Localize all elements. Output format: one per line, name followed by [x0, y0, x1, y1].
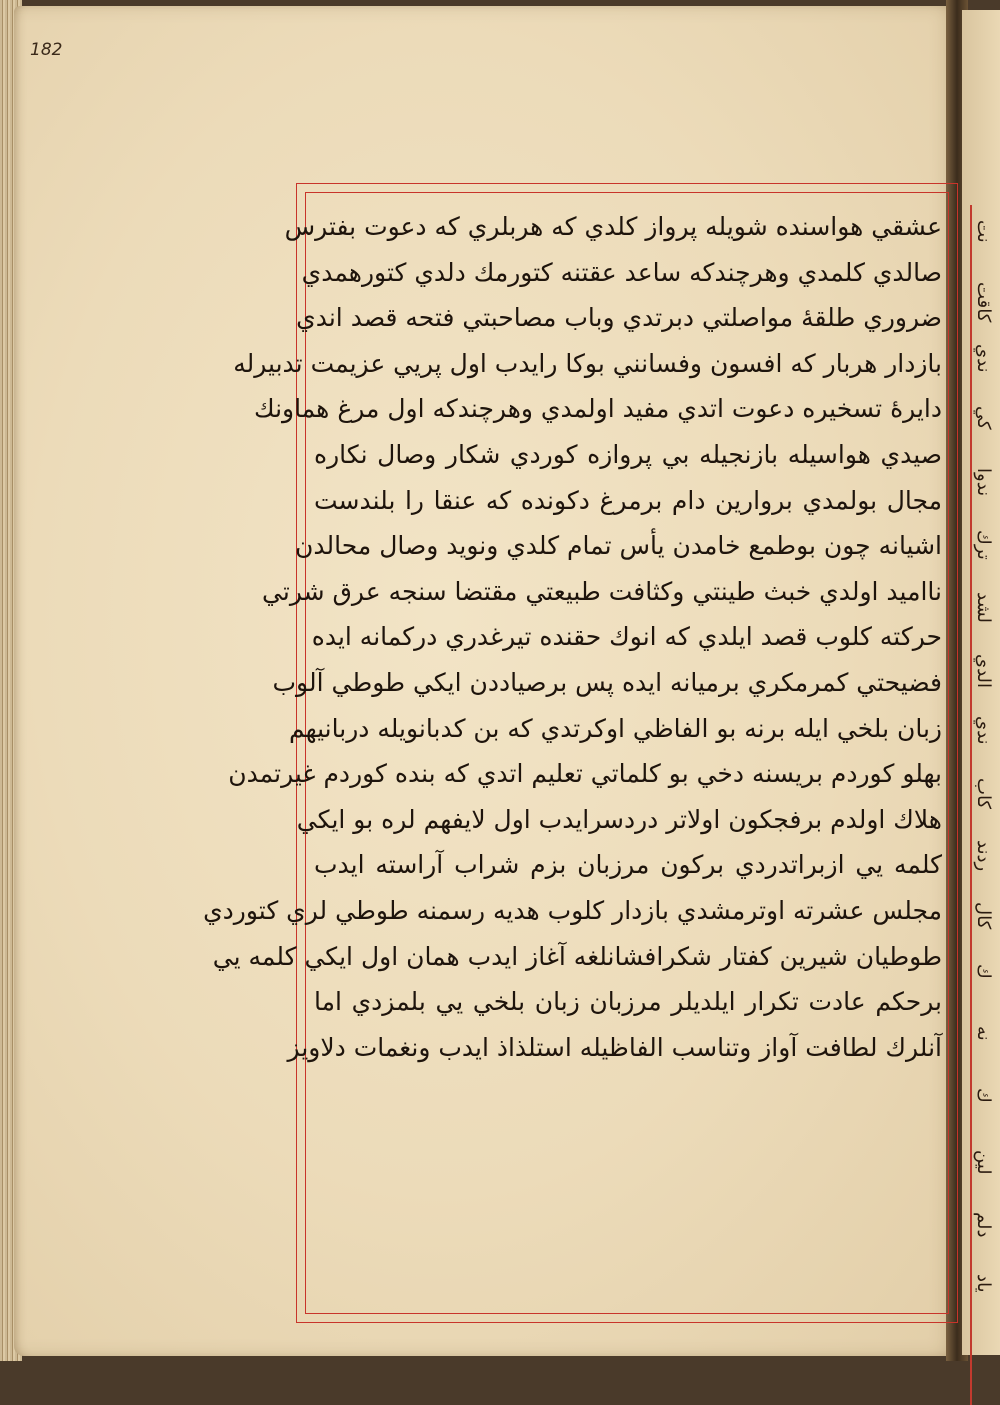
facing-page-fragment: نه — [973, 1026, 994, 1041]
manuscript-line: طوطيان شيرين كفتار شكرافشانلغه آغاز ايدب همان اول ايكي كلمه يي — [212, 941, 942, 971]
manuscript-line: بهلو كوردم بريسنه دخي بو كلماتي تعليم اتدي كه بنده كوردم غيرتمدن — [228, 759, 942, 789]
facing-page-fragment: نت — [973, 220, 994, 243]
facing-page-fragment: دلم — [973, 1212, 994, 1238]
facing-page-fragment: ندوا — [973, 468, 994, 497]
manuscript-line: برحكم عادت تكرار ايلديلر مرزبان زبان بلخي يي بلمزدي اما — [314, 987, 942, 1017]
facing-page-fragment: كال — [973, 902, 994, 930]
manuscript-line: دايرهٔ تسخيره دعوت اتدي مفيد اولمدي وهرچندكه اول مرغ هماونك — [254, 394, 942, 424]
manuscript-line: عشقي هواسنده شويله پرواز كلدي كه هربلري كه دعوت بفترس — [284, 212, 942, 241]
facing-page-fragment: ندي — [973, 344, 994, 373]
facing-page-fragment: كي — [973, 406, 994, 430]
folio-number: 182 — [30, 40, 63, 60]
manuscript-line: بازدار هربار كه افسون وفسانني بوكا رايدب اول پريي عزيمت تدبيرله — [233, 348, 942, 378]
manuscript-line: هلاك اولدم برفجكون اولاتر دردسرايدب اول لايفهم لره بو ايكي — [296, 804, 942, 834]
manuscript-line: مجال بولمدي بروارين دام برمرغ دكونده كه عنقا را بلندست — [314, 485, 942, 515]
manuscript-line: صيدي هواسيله بازنجيله بي پروازه كوردي شكار وصال نكاره — [314, 439, 942, 469]
manuscript-line: حركته كلوب قصد ايلدي كه انوك حقنده تيرغدري دركمانه ايده — [311, 622, 942, 652]
manuscript-line: زبان بلخي ايله برنه بو الفاظي اوكرتدي كه بن كدبانويله دربانيهم — [288, 713, 942, 743]
facing-page-fragment: ترك — [973, 530, 994, 560]
text-block — [203, 204, 942, 1304]
facing-page-fragment: لين — [973, 1150, 994, 1175]
facing-page-fragment: الدي — [973, 654, 994, 689]
manuscript-line: صالدي كلمدي وهرچندكه ساعد عقتنه كتورمك دلدي كتورهمدي — [301, 257, 942, 287]
manuscript-line: فضيحتي كمرمكري برميانه ايده پس برصياددن ايكي طوطي آلوب — [272, 667, 942, 697]
facing-page-fragment: ردند — [973, 840, 994, 872]
facing-page — [962, 10, 1000, 1355]
facing-page-fragment: ندي — [973, 716, 994, 745]
facing-page-fragment: ياد — [973, 1274, 994, 1293]
facing-page-fragment: ك — [973, 964, 994, 979]
manuscript-line: مجلس عشرته اوترمشدي بازدار كلوب هديه رسمنه طوطي لري كتوردي — [203, 895, 942, 925]
manuscript-line: اشيانه چون بوطمع خامدن يأس تمام كلدي ونويد وصال محالدن — [295, 531, 942, 561]
manuscript-line: نااميد اولدي خبث طينتي وكثافت طبيعتي مقتضا سنجه عرق شرتي — [262, 576, 942, 606]
facing-page-fragment: كاب — [973, 778, 994, 809]
manuscript-line: ضروري طلقهٔ مواصلتي دبرتدي وباب مصاحبتي فتحه قصد اندي — [296, 303, 942, 333]
facing-page-fragment: لشد — [973, 592, 994, 623]
facing-page-fragment: كاقت — [973, 282, 994, 323]
manuscript-line: كلمه يي ازبراتدردي بركون مرزبان بزم شراب آراسته ايدب — [314, 850, 942, 880]
facing-page-fragment: ك — [973, 1088, 994, 1103]
manuscript-line: آنلرك لطافت آواز وتناسب الفاظيله استلذاذ ايدب ونغمات دلاويز — [287, 1032, 942, 1062]
